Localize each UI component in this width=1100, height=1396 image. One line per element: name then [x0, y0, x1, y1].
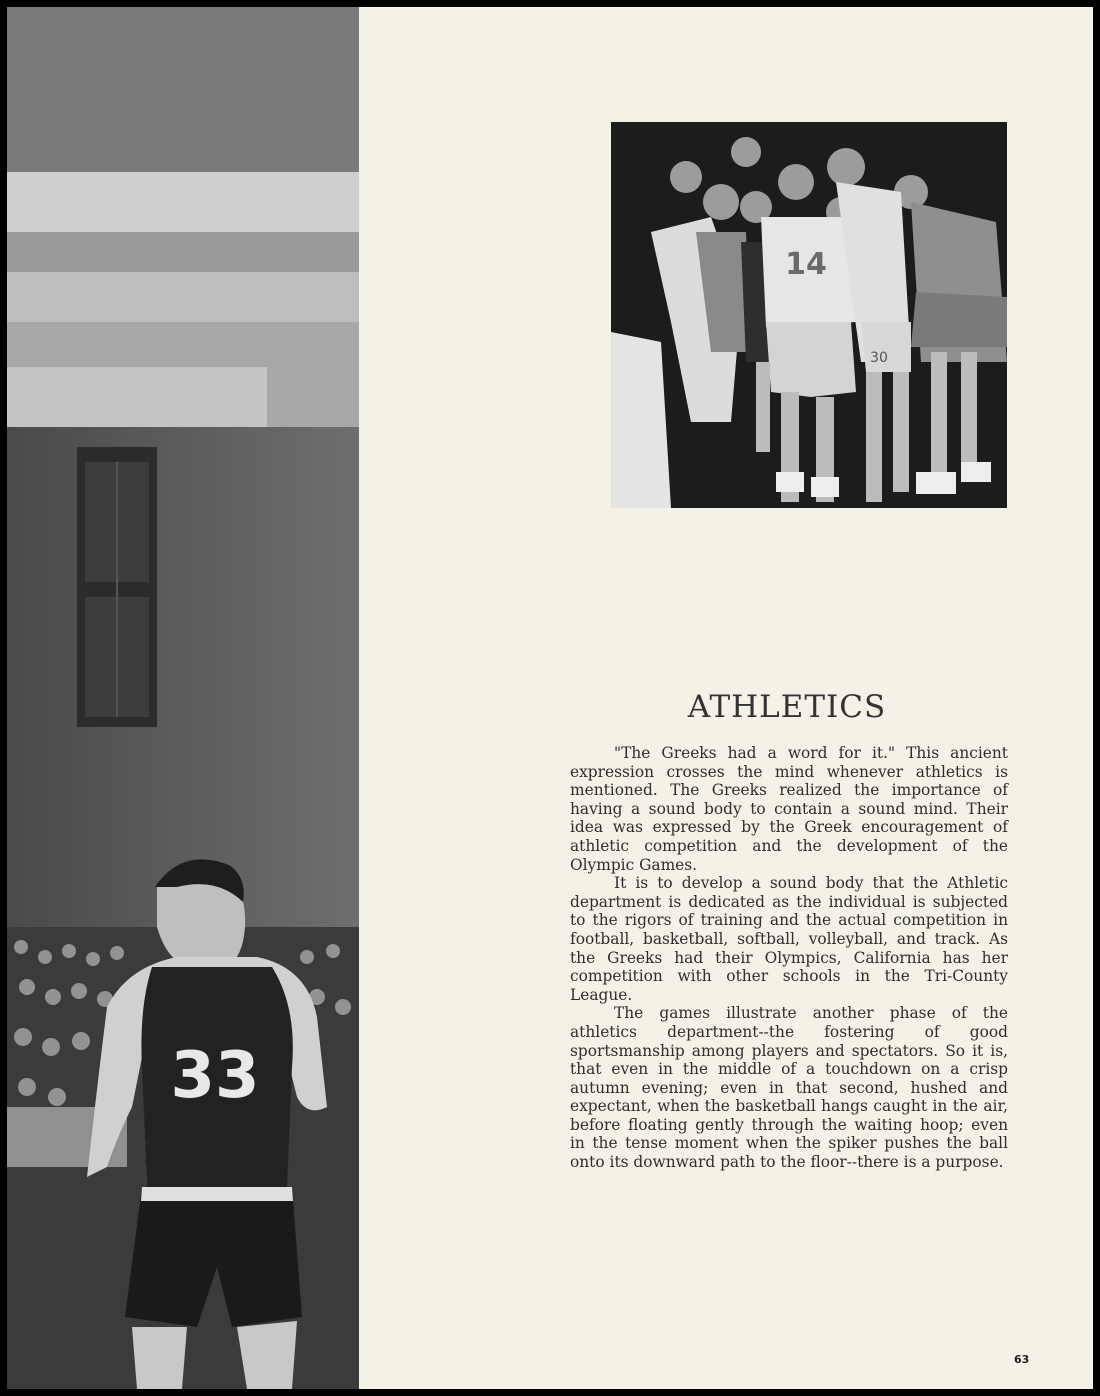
player-jersey-number: 33	[170, 1039, 260, 1113]
page-number: 63	[1014, 1353, 1030, 1366]
paragraph-2: It is to develop a sound body that the Athletic department is dedicated as the individual is subjected to the rigors of training and the actual competition in football, basketball, softball, volleyball, and track. As the Greeks had their Olympics, California has her competition with other schools in the Tri-County League.	[570, 874, 1008, 1004]
huddle-jersey-number-14: 14	[785, 247, 827, 282]
page-title: ATHLETICS	[687, 689, 887, 725]
team-huddle-photo	[611, 122, 1007, 508]
article-body	[570, 744, 1008, 1172]
huddle-jersey-number-30: 30	[870, 350, 888, 366]
basketball-player-photo	[7, 7, 359, 1389]
yearbook-page	[7, 7, 1093, 1389]
paragraph-1: "The Greeks had a word for it." This ancient expression crosses the mind whenever athletics is mentioned. The Greeks realized the importance of having a sound body to contain a sound mind. Their idea was expressed by the Greek encouragement of athletic competition and the development of the Olympic Games.	[570, 744, 1008, 874]
paragraph-3: The games illustrate another phase of the athletics department--the fostering of good sportsmanship among players and spectators. So it is, that even in the middle of a touchdown on a crisp autumn evening; even in that second, hushed and expectant, when the basketball hangs caught in the air, before floating gently through the waiting hoop; even in the tense moment when the spiker pushes the ball onto its downward path to the floor--there is a purpose.	[570, 1004, 1008, 1172]
